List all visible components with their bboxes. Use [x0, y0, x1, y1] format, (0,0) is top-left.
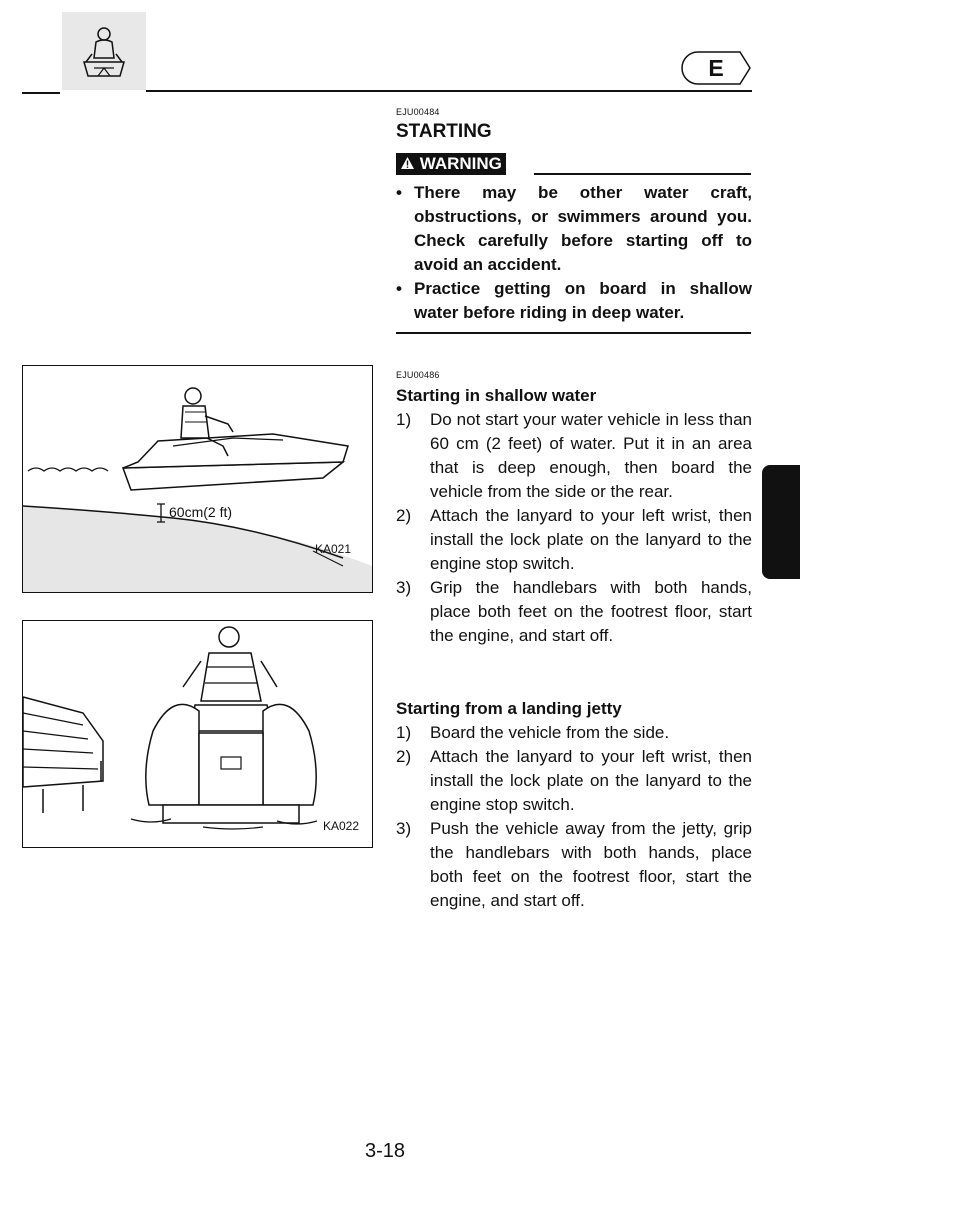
jetty-steps — [396, 721, 752, 913]
step-number: 2) — [396, 747, 412, 766]
step-number: 3) — [396, 819, 412, 838]
step-item — [396, 504, 752, 576]
depth-label: 60cm(2 ft) — [169, 504, 233, 520]
subsection-title-shallow: Starting in shallow water — [396, 386, 597, 405]
warning-list — [396, 181, 752, 325]
step-item — [396, 721, 752, 745]
subsection-code: EJU00486 — [396, 370, 440, 380]
warning-item: • There may be other water craft, obstructions, or swimmers around you. Check carefully before starting off to avoid an accident. — [396, 181, 752, 277]
warning-triangle-icon — [400, 154, 420, 173]
step-text: Push the vehicle away from the jetty, grip the handlebars with both hands, place both feet on the footrest floor, start the engine, and start off. — [430, 819, 752, 910]
step-item — [396, 745, 752, 817]
figure-code: KA022 — [323, 819, 360, 833]
step-number: 1) — [396, 723, 412, 742]
language-badge — [680, 50, 752, 86]
header-rule-right — [146, 90, 752, 92]
section-title: STARTING — [396, 121, 492, 142]
step-number: 2) — [396, 506, 412, 525]
warning-label-text: WARNING — [419, 154, 502, 173]
step-number: 1) — [396, 410, 412, 429]
step-text: Do not start your water vehicle in less than 60 cm (2 feet) of water. Put it in an area that is deep enough, then board the vehicle from the side or the rear. — [430, 410, 752, 501]
warning-label — [396, 153, 506, 175]
figure-code: KA021 — [315, 542, 352, 556]
step-text: Attach the lanyard to your left wrist, then install the lock plate on the lanyard to the engine stop switch. — [430, 506, 752, 573]
language-badge-label: E — [708, 54, 724, 81]
landing-jetty-illustration — [23, 621, 372, 847]
watercraft-rider-icon — [62, 12, 146, 90]
subsection-title-jetty: Starting from a landing jetty — [396, 699, 622, 718]
figure-landing-jetty — [22, 620, 373, 848]
step-item — [396, 817, 752, 913]
step-item — [396, 408, 752, 504]
section-thumb-tab — [762, 465, 800, 579]
step-number: 3) — [396, 578, 412, 597]
warning-item: • Practice getting on board in shallow water before riding in deep water. — [396, 277, 752, 325]
step-text: Grip the handlebars with both hands, place both feet on the footrest floor, start the engine, and start off. — [430, 578, 752, 645]
step-item — [396, 576, 752, 648]
warning-bottom-rule — [396, 332, 751, 334]
page-number: 3-18 — [365, 1140, 406, 1162]
warning-rule — [534, 173, 751, 175]
section-code: EJU00484 — [396, 107, 440, 117]
header-rule-left — [22, 92, 60, 94]
shallow-steps — [396, 408, 752, 648]
step-text: Board the vehicle from the side. — [430, 723, 670, 742]
figure-shallow-water — [22, 365, 373, 593]
logo-box — [62, 12, 146, 90]
step-text: Attach the lanyard to your left wrist, then install the lock plate on the lanyard to the engine stop switch. — [430, 747, 752, 814]
shallow-water-illustration — [23, 366, 372, 592]
